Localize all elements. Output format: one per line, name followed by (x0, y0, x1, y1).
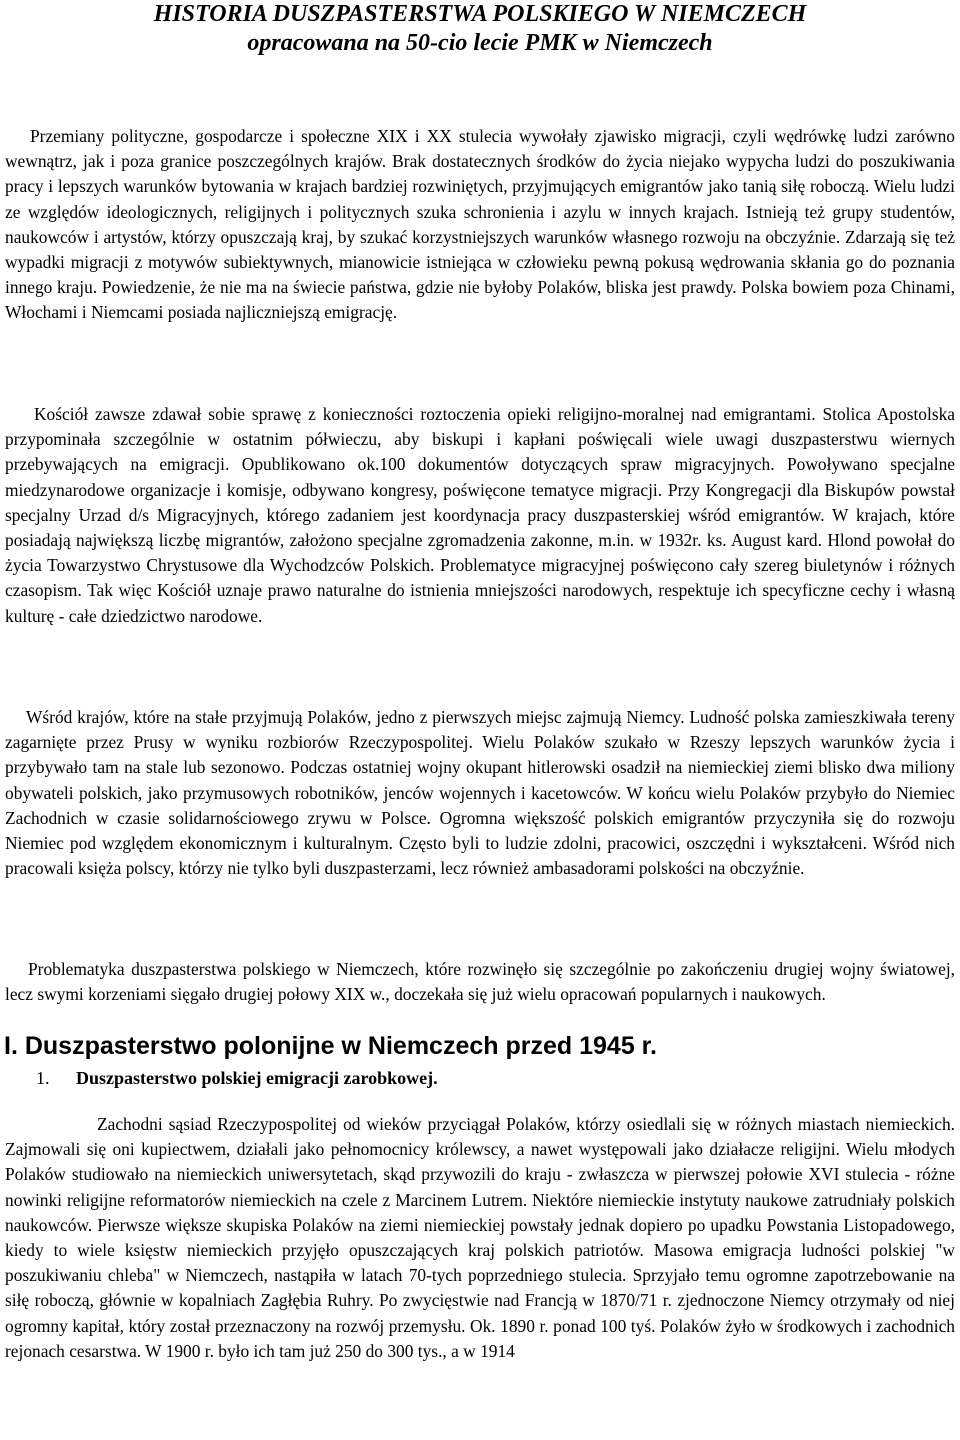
paragraph-4: Problematyka duszpasterstwa polskiego w Niemczech, które rozwinęło się szczególnie po zakończeniu drugiej wojny światowej, lecz swymi korzeniami sięgało drugiej połowy XIX w., doczekała się już wielu opracowań popularnych i naukowych. (5, 959, 955, 1005)
title-line-1: HISTORIA DUSZPASTERSTWA POLSKIEGO W NIEMCZECH (153, 1, 807, 27)
section-heading: I. Duszpasterstwo polonijne w Niemczech przed 1945 r. (4, 1032, 657, 1060)
title-line-2: opracowana na 50-cio lecie PMK w Niemczech (247, 30, 713, 56)
paragraph-3: Wśród krajów, które na stałe przyjmują Polaków, jedno z pierwszych miejsc zajmują Niemcy. Ludność polska zamieszkiwała tereny zagarnięte przez Prusy w wyniku rozbiorów Rzeczypospolitej. Wielu Polaków szukało w Rzeszy lepszych warunków życia i przybywało tam na stale lub sezonowo. Podczas ostatniej wojny okupant hitlerowski osadził na niemieckiej ziemi blisko dwa miliony obywateli polskich, jako przymusowych robotników, jenców wojennych i kacetowców. W końcu wielu Polaków przybyło do Niemiec Zachodnich w czasie solidarnościowego zrywu w Polsce. Ogromna większość polskich emigrantów przyczyniła się do rozwoju Niemiec pod względem ekonomicznym i kulturalnym. Często byli to ludzie zdolni, pracowici, oszczędni i wykształceni. Wśród nich pracowali księża polscy, którzy nie tylko byli duszpasterzami, lecz również ambasadorami polskości na obczyźnie. (5, 707, 955, 879)
paragraph-1: Przemiany polityczne, gospodarcze i społeczne XIX i XX stulecia wywołały zjawisko migracji, czyli wędrówkę ludzi zarówno wewnątrz, jak i poza granice poszczególnych krajów. Brak dostatecznych środków do życia niejako wypycha ludzi do poszukiwania pracy i lepszych warunków bytowania w krajach bardziej rozwiniętych, przyjmujących emigrantów jako tanią siłę roboczą. Wielu ludzi ze względów ideologicznych, religijnych i politycznych szuka schronienia i azylu w innych krajach. Istnieją też grupy studentów, naukowców i artystów, którzy opuszczają kraj, by szukać korzystniejszych warunków własnego rozwoju na obczyźnie. Zdarzają się też wypadki migracji z motywów subiektywnych, mianowicie istniejąca w człowieku pewną pokusą wędrowania skłania go do poznania innego kraju. Powiedzenie, że nie ma na świecie państwa, gdzie nie byłoby Polaków, bliska jest prawdy. Polska bowiem poza Chinami, Włochami i Niemcami posiada najliczniejszą emigrację. (5, 126, 955, 323)
paragraph-5: Zachodni sąsiad Rzeczypospolitej od wieków przyciągał Polaków, którzy osiedlali się w różnych miastach niemieckich. Zajmowali się oni kupiectwem, działali jako pełnomocnicy królewscy, a nawet występowali jako działacze religijni. Wielu młodych Polaków studiowało na niemieckich uniwersytetach, skąd przywozili do kraju - zwłaszcza w pierwszej połowie XVI stulecia - różne nowinki religijne reformatorów niemieckich na czele z Marcinem Lutrem. Niektóre niemieckie instytuty naukowe zatrudniały polskich naukowców. Pierwsze większe skupiska Polaków na ziemi niemieckiej powstały jednak dopiero po upadku Powstania Listopadowego, kiedy to wiele księstw niemieckich przyjęło opuszczających kraj polskich patriotów. Masowa emigracja ludności polskiej "w poszukiwaniu chleba" w Niemczech, nastąpiła w latach 70-tych poprzedniego stulecia. Sprzyjało temu ogromne zapotrzebowanie na siłę roboczą, głównie w kopalniach Zagłębia Ruhry. Po zwycięstwie nad Francją w 1870/71 r. zjednoczone Niemcy otrzymały od niej ogromny kapitał, który został przeznaczony na rozwój przemysłu. Ok. 1890 r. ponad 100 tyś. Polaków żyło w środkowych i zachodnich rejonach cesarstwa. W 1900 r. było ich tam już 250 do 300 tys., a w 1914 (5, 1114, 955, 1361)
paragraph-2: Kościół zawsze zdawał sobie sprawę z konieczności roztoczenia opieki religijno-moralnej nad emigrantami. Stolica Apostolska przypominała szczególnie w ostatnim półwieczu, aby biskupi i kapłani poświęcali wiele uwagi duszpasterstwu wiernych przebywających na emigracji. Opublikowano ok.100 dokumentów dotyczących spraw migracyjnych. Powoływano specjalne miedzynarodowe organizacje i komisje, odbywano kongresy, poświęcone tematyce migracji. Przy Kongregacji dla Biskupów powstał specjalny Urzad d/s Migracyjnych, którego zadaniem jest koordynacja pracy duszpasterskiej wśród emigrantów. W krajach, które posiadają największą liczbę migrantów, założono specjalne zgromadzenia zakonne, m.in. w 1932r. ks. August kard. Hlond powołał do życia Towarzystwo Chrystusowe dla Wychodzców Polskich. Problematyce migracyjnej poświęcono cały szereg biuletynów i różnych czasopism. Tak więc Kościół uznaje prawo naturalne do istnienia mniejszości narodowych, respektuje ich specyficzne cechy i własną kulturę - całe dziedzictwo narodowe. (5, 404, 955, 626)
document-title (0, 0, 960, 58)
subsection-heading (36, 1066, 438, 1090)
subsection-title: Duszpasterstwo polskiej emigracji zarobkowej. (76, 1068, 438, 1088)
subsection-number: 1. (36, 1068, 50, 1088)
